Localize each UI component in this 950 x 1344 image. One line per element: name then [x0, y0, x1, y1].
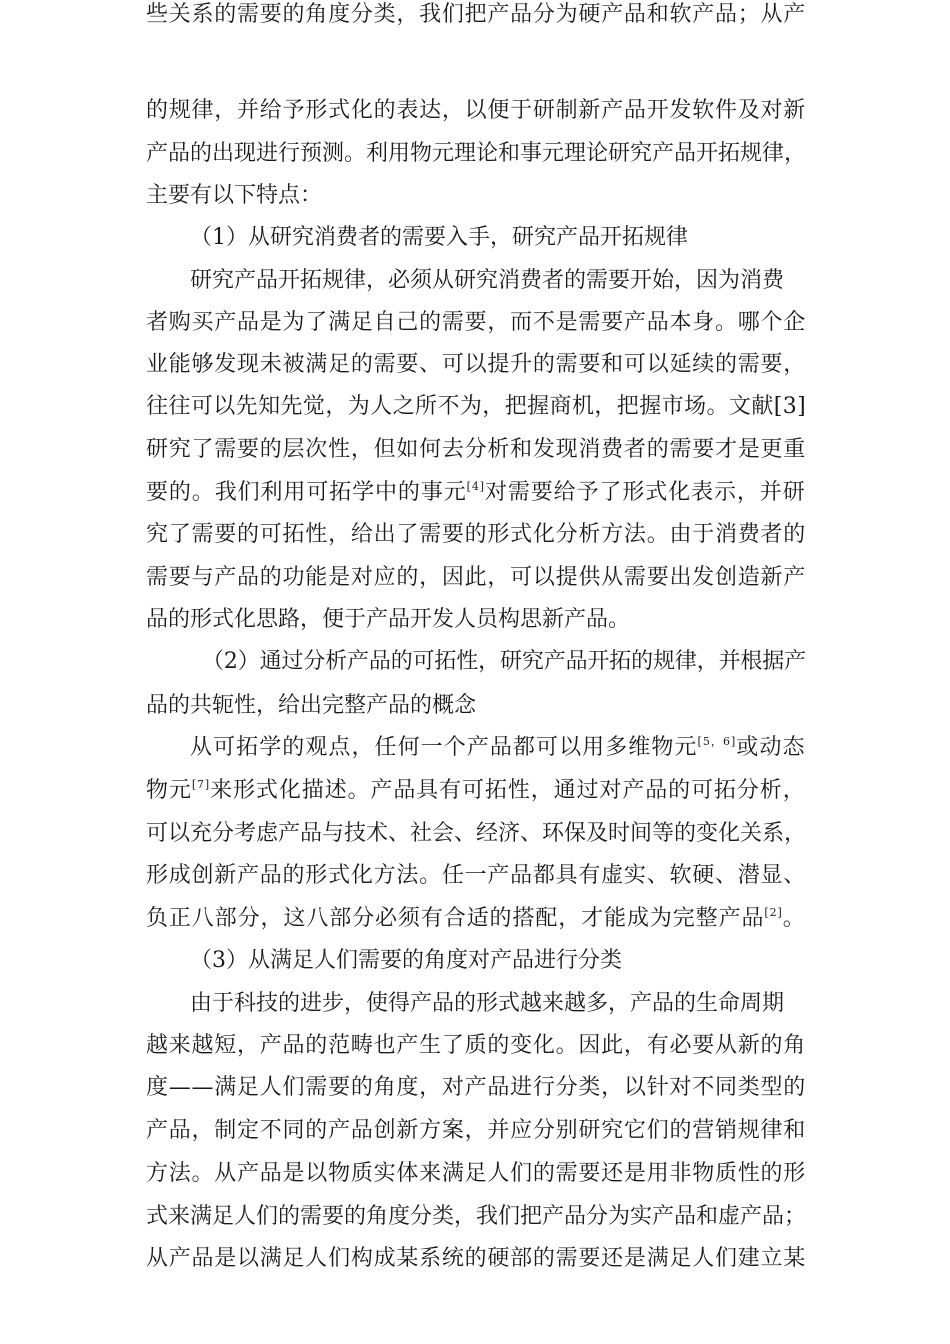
text-run: 可以充分考虑产品与技术、社会、经济、环保及时间等的变化关系，	[146, 821, 807, 846]
text-line	[146, 520, 806, 550]
text-line	[190, 989, 784, 1019]
text-line	[146, 1202, 806, 1232]
citation-superscript: [7]	[191, 778, 211, 791]
text-run: 品的形式化思路，便于产品开发人员构思新产品。	[146, 607, 631, 632]
text-line	[146, 1116, 806, 1146]
citation-superscript: [4]	[466, 480, 485, 493]
text-run: 来形式化描述。产品具有可拓性，通过对产品的可拓分析，	[210, 778, 806, 803]
text-line	[190, 733, 806, 763]
text-run: 研究产品开拓规律，必须从研究消费者的需要开始，因为消费	[190, 268, 785, 293]
text-run: 。	[782, 906, 806, 931]
text-run: 产品的出现进行预测。利用物元理论和事元理论研究产品开拓规律，	[146, 141, 807, 166]
text-run: 主要有以下特点：	[146, 183, 323, 208]
text-run: 式来满足人们的需要的角度分类，我们把产品分为实产品和虚产品；	[146, 1204, 807, 1229]
text-line	[190, 266, 784, 296]
text-run: 物元	[146, 778, 192, 803]
text-run: 度——满足人们需要的角度，对产品进行分类，以针对不同类型的	[146, 1075, 807, 1100]
text-run: 或动态	[736, 735, 806, 760]
text-line	[146, 139, 806, 169]
text-run: 越来越短，产品的范畴也产生了质的变化。因此，有必要从新的角	[146, 1033, 807, 1058]
text-line	[146, 478, 806, 508]
text-line	[146, 1159, 806, 1189]
text-line	[146, 0, 806, 30]
text-line	[146, 819, 806, 849]
text-line	[146, 435, 806, 465]
text-line	[146, 96, 806, 126]
text-line	[190, 223, 688, 253]
text-line	[146, 776, 806, 806]
text-run: 往往可以先知先觉，为人之所不为，把握商机，把握市场。文献[3]	[146, 394, 807, 419]
citation-superscript: [5，6]	[697, 735, 737, 748]
text-run: （3）从满足人们需要的角度对产品进行分类	[190, 948, 622, 973]
text-line	[146, 1031, 806, 1061]
text-line	[146, 1244, 806, 1274]
text-run: 业能够发现未被满足的需要、可以提升的需要和可以延续的需要，	[146, 352, 807, 377]
text-line	[146, 308, 806, 338]
text-run: 形成创新产品的形式化方法。任一产品都具有虚实、软硬、潜显、	[146, 863, 807, 888]
citation-superscript: [2]	[764, 906, 783, 919]
text-run: 需要与产品的功能是对应的，因此，可以提供从需要出发创造新产	[146, 565, 807, 590]
text-run: 要的。我们利用可拓学中的事元	[146, 480, 467, 505]
text-run: 些关系的需要的角度分类，我们把产品分为硬产品和软产品；从产	[146, 2, 807, 27]
text-run: 究了需要的可拓性，给出了需要的形式化分析方法。由于消费者的	[146, 522, 807, 547]
text-run: 产品，制定不同的产品创新方案，并应分别研究它们的营销规律和	[146, 1118, 807, 1143]
text-line	[146, 392, 806, 422]
text-run: 研究了需要的层次性，但如何去分析和发现消费者的需要才是更重	[146, 437, 807, 462]
text-line	[146, 861, 806, 891]
text-line	[146, 181, 322, 211]
text-run: 对需要给予了形式化表示，并研	[484, 480, 806, 505]
text-run: （2）通过分析产品的可拓性，研究产品开拓的规律，并根据产	[202, 649, 806, 674]
text-run: 从可拓学的观点，任何一个产品都可以用多维物元	[190, 735, 698, 760]
text-line	[146, 904, 806, 934]
text-run: 者购买产品是为了满足自己的需要，而不是需要产品本身。哪个企	[146, 310, 807, 335]
text-run: 由于科技的进步，使得产品的形式越来越多，产品的生命周期	[190, 991, 785, 1016]
text-line	[146, 563, 806, 593]
text-run: 的规律，并给予形式化的表达，以便于研制新产品开发软件及对新	[146, 98, 807, 123]
text-line	[146, 691, 476, 721]
text-line	[146, 1073, 806, 1103]
text-line	[202, 647, 806, 677]
text-run: 方法。从产品是以物质实体来满足人们的需要还是用非物质性的形	[146, 1161, 807, 1186]
text-run: 品的共轭性，给出完整产品的概念	[146, 693, 477, 718]
text-line	[146, 350, 806, 380]
text-run: 从产品是以满足人们构成某系统的硬部的需要还是满足人们建立某	[146, 1246, 807, 1271]
text-line	[190, 946, 622, 976]
text-run: 负正八部分，这八部分必须有合适的搭配，才能成为完整产品	[146, 906, 765, 931]
text-line	[146, 605, 630, 635]
text-run: （1）从研究消费者的需要入手，研究产品开拓规律	[190, 225, 688, 250]
